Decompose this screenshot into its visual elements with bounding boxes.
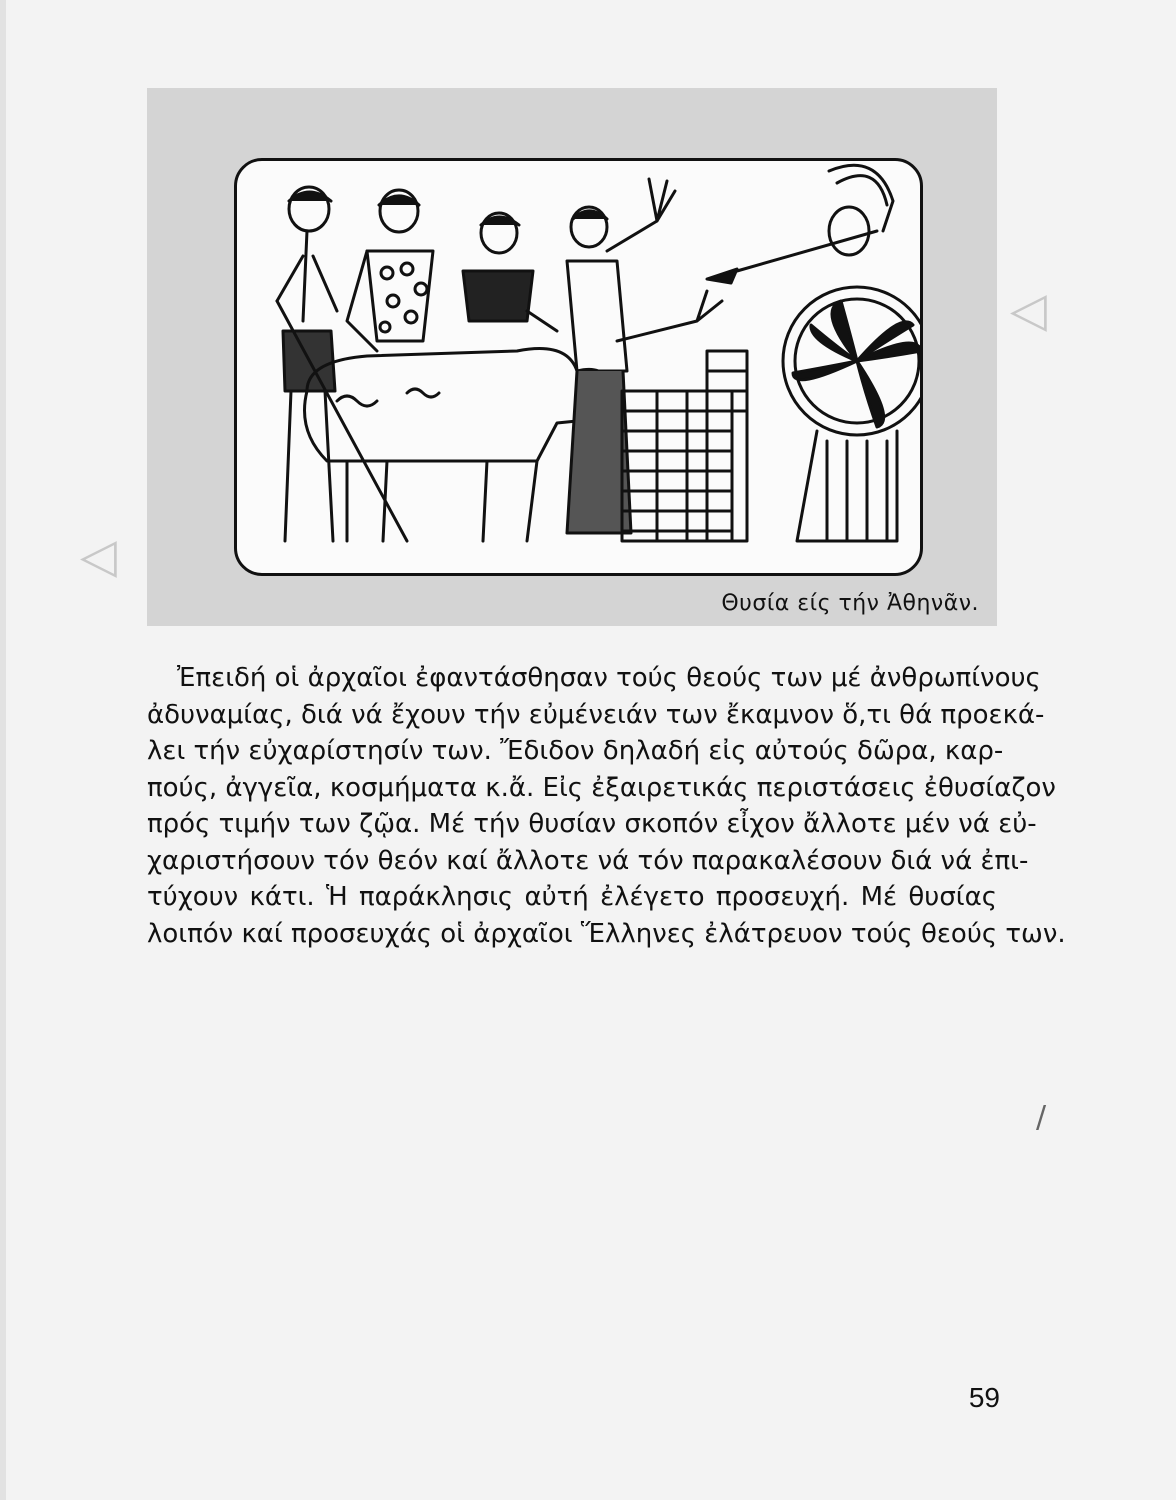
margin-slash-mark: / [1036, 1100, 1047, 1135]
body-line: Ἐπειδή οἱ ἀρχαῖοι ἐφαντάσθησαν τούς θεούς των μέ ἀνθρωπίνους [177, 663, 1041, 693]
page-number: 59 [968, 1382, 1000, 1413]
altar-bricks [622, 351, 747, 541]
sacrifice-scene-drawing [237, 161, 920, 573]
figure [147, 88, 997, 626]
figure-man-dark-tunic [463, 213, 557, 331]
body-line: ἀδυναμίας, διά νά ἔχουν τήν εὐμένειάν των ἔκαμνον ὅ,τι θά προεκά- [147, 699, 1045, 730]
bull-figure [305, 349, 611, 542]
body-paragraph [147, 660, 1066, 952]
body-line: χαριστήσουν τόν θεόν καί ἄλλοτε νά τόν παρακαλέσουν διά νά ἐπι- [147, 845, 1029, 876]
page-edge [0, 0, 6, 1500]
figure-athena-with-shield [707, 165, 920, 541]
margin-triangle-mark: ◁ [1010, 282, 1047, 338]
body-line: πούς, ἀγγεῖα, κοσμήματα κ.ἄ. Εἰς ἐξαιρετικάς περιστάσεις ἐθυσίαζον [147, 772, 1056, 803]
body-line: τύχουν κάτι. Ἡ παράκλησις αὐτή ἐλέγετο προσευχή. Μέ θυσίας [147, 882, 997, 912]
vase-painting-illustration [234, 158, 923, 576]
margin-triangle-mark: ◁ [80, 528, 117, 584]
figure-woman-with-branches [567, 179, 722, 533]
body-line: λοιπόν καί προσευχάς οἱ ἀρχαῖοι Ἕλληνες ἐλάτρευον τούς θεούς των. [147, 918, 1066, 949]
figure-caption: Θυσία είς τήν Ἀθηνᾶν. [721, 591, 979, 616]
body-line: λει τήν εὐχαρίστησίν των. Ἔδιδον δηλαδή εἰς αὐτούς δῶρα, καρ- [147, 736, 1004, 766]
figure-man-with-staff [277, 187, 407, 541]
body-line: πρός τιμήν των ζῷα. Μέ τήν θυσίαν σκοπόν εἶχον ἄλλοτε μέν νά εὐ- [147, 809, 1037, 839]
figure-woman-patterned [347, 190, 433, 351]
